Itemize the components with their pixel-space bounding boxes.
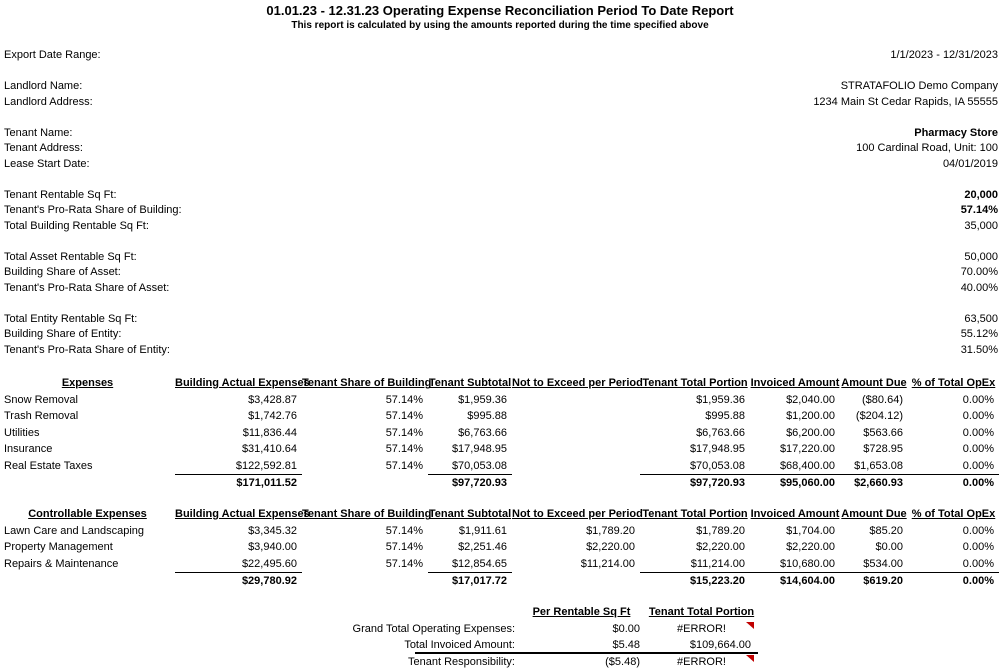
summary-header-row <box>0 604 757 621</box>
info-group <box>4 48 998 64</box>
value-cell: $70,053.08 <box>689 459 745 472</box>
info-value: 70.00% <box>960 266 998 278</box>
table-row <box>0 441 999 458</box>
value-cell: $563.66 <box>863 426 903 439</box>
total-cell: $97,720.93 <box>640 475 750 492</box>
info-label: Total Entity Rentable Sq Ft: <box>4 312 138 325</box>
col-header-invoiced-amount: Invoiced Amount <box>750 508 840 520</box>
table-row <box>0 556 999 573</box>
value-cell: 57.14% <box>385 410 423 422</box>
value-cell: $1,911.61 <box>458 524 507 537</box>
total-cell: $97,720.93 <box>428 475 512 492</box>
value-cell: $6,763.66 <box>458 426 507 439</box>
value-cell: 57.14% <box>385 541 423 553</box>
header-row <box>0 506 999 523</box>
value-cell: 57.14% <box>385 443 423 455</box>
value-cell: $17,220.00 <box>779 443 835 455</box>
total-cell <box>0 573 175 590</box>
info-value: 04/01/2019 <box>942 157 998 170</box>
value-cell: 0.00% <box>962 443 994 455</box>
value-cell: $2,220.00 <box>696 541 745 553</box>
row-label-cell: Trash Removal <box>4 410 79 422</box>
value-cell: 0.00% <box>962 524 994 537</box>
info-row <box>4 157 998 173</box>
info-row <box>4 126 998 142</box>
total-cell: $29,780.92 <box>175 573 302 590</box>
info-label: Export Date Range: <box>4 49 101 61</box>
value-cell: $6,763.66 <box>696 426 745 439</box>
value-cell: $70,053.08 <box>451 459 507 472</box>
summary-label-cell: Tenant Responsibility: <box>407 655 515 668</box>
col-header-amount-due: Amount Due <box>841 377 907 389</box>
info-row <box>4 265 998 281</box>
value-cell: $2,220.00 <box>586 541 635 553</box>
value-cell: 0.00% <box>962 541 994 553</box>
header-row <box>0 375 999 392</box>
info-group <box>4 250 998 297</box>
info-label: Tenant Name: <box>4 126 73 139</box>
value-cell: 57.14% <box>385 459 423 472</box>
table-row <box>0 458 999 475</box>
info-row <box>4 343 998 359</box>
value-cell <box>512 425 640 442</box>
value-cell: $85.20 <box>869 524 903 537</box>
total-cell: $14,604.00 <box>750 573 840 590</box>
col-header-building-actual-expenses: Building Actual Expenses <box>175 377 310 389</box>
info-row <box>4 79 998 95</box>
total-cell: $171,011.52 <box>175 475 302 492</box>
value-cell <box>512 458 640 475</box>
tenant-total-portion-cell: #ERROR! <box>646 654 757 671</box>
value-cell: $1,959.36 <box>458 393 507 406</box>
table-row <box>0 539 999 556</box>
value-cell: $11,214.00 <box>580 557 635 570</box>
col-header-tenant-total-portion: Tenant Total Portion <box>648 606 755 618</box>
info-group <box>4 312 998 359</box>
info-row <box>4 203 998 219</box>
tenant-total-portion-cell: $109,664.00 <box>689 639 751 651</box>
value-cell: 57.14% <box>385 557 423 570</box>
value-cell: 0.00% <box>962 410 994 422</box>
total-cell: $95,060.00 <box>750 475 840 492</box>
info-row <box>4 141 998 157</box>
col-header-tenant-subtotal: Tenant Subtotal <box>428 377 512 389</box>
per-rentable-sqft-cell: ($5.48) <box>605 655 640 668</box>
value-cell: $534.00 <box>863 557 903 570</box>
info-value: 50,000 <box>964 250 998 263</box>
info-label: Total Building Rentable Sq Ft: <box>4 219 149 232</box>
value-cell <box>512 408 640 425</box>
row-label-cell: Lawn Care and Landscaping <box>4 524 145 537</box>
value-cell: $3,428.87 <box>248 393 297 406</box>
value-cell: ($204.12) <box>855 410 903 422</box>
col-header-invoiced-amount: Invoiced Amount <box>750 377 840 389</box>
value-cell: $2,220.00 <box>786 541 835 553</box>
value-cell: $31,410.64 <box>241 443 297 455</box>
value-cell: $11,214.00 <box>690 557 745 570</box>
report-subtitle: This report is calculated by using the amounts reported during the time specified above <box>291 20 709 31</box>
total-row <box>0 475 999 492</box>
total-cell <box>512 573 640 590</box>
info-value: Pharmacy Store <box>914 126 998 139</box>
col-header-not-to-exceed-per-period: Not to Exceed per Period <box>512 508 643 520</box>
col-header-tenant-share-of-building: Tenant Share of Building <box>302 508 432 520</box>
row-label-cell: Repairs & Maintenance <box>4 557 119 570</box>
value-cell: $10,680.00 <box>779 557 835 570</box>
row-label-cell: Property Management <box>4 541 113 553</box>
info-label: Tenant's Pro-Rata Share of Asset: <box>4 281 170 294</box>
total-cell: $15,223.20 <box>640 573 750 590</box>
info-value: 31.50% <box>960 343 998 356</box>
info-label: Building Share of Asset: <box>4 266 121 278</box>
value-cell: $2,040.00 <box>786 393 835 406</box>
value-cell: $3,345.32 <box>248 524 297 537</box>
value-cell: $995.88 <box>467 410 507 422</box>
total-cell: $17,017.72 <box>428 573 512 590</box>
info-value: 55.12% <box>960 328 998 340</box>
info-label: Tenant's Pro-Rata Share of Building: <box>4 204 182 216</box>
row-label-cell: Real Estate Taxes <box>4 459 93 472</box>
value-cell: 0.00% <box>962 459 994 472</box>
info-value: 100 Cardinal Road, Unit: 100 <box>856 142 998 154</box>
total-cell <box>0 475 175 492</box>
per-rentable-sqft-cell: $5.48 <box>612 639 640 651</box>
total-cell <box>302 475 428 492</box>
table-row <box>0 392 999 409</box>
col-header-tenant-subtotal: Tenant Subtotal <box>428 508 512 520</box>
summary-row <box>0 654 757 671</box>
info-value: 1/1/2023 - 12/31/2023 <box>890 49 998 61</box>
info-group <box>4 79 998 110</box>
summary-label-cell: Total Invoiced Amount: <box>404 639 515 651</box>
tenant-total-portion-cell: #ERROR! <box>646 621 757 638</box>
value-cell: $17,948.95 <box>451 443 507 455</box>
per-rentable-sqft-cell: $0.00 <box>612 622 640 635</box>
summary-label-cell: Grand Total Operating Expenses: <box>352 622 515 635</box>
value-cell: 57.14% <box>385 393 423 406</box>
col-header-tenant-total-portion: Tenant Total Portion <box>642 377 748 389</box>
info-row <box>4 219 998 235</box>
value-cell: $728.95 <box>863 443 903 455</box>
col-header-controllable-expenses: Controllable Expenses <box>28 508 147 520</box>
col-header-expenses: Expenses <box>61 377 114 389</box>
info-value: 40.00% <box>960 281 998 294</box>
info-label: Tenant Rentable Sq Ft: <box>4 188 117 201</box>
row-label-cell: Utilities <box>4 426 40 439</box>
value-cell <box>512 441 640 458</box>
info-label: Building Share of Entity: <box>4 328 122 340</box>
col-header-of-total-opex: % of Total OpEx <box>911 377 996 389</box>
col-header-amount-due: Amount Due <box>841 508 907 520</box>
summary-divider-line <box>415 652 758 654</box>
total-cell: $2,660.93 <box>840 475 908 492</box>
value-cell: ($80.64) <box>862 393 903 406</box>
info-label: Tenant Address: <box>4 142 83 154</box>
value-cell: 0.00% <box>962 557 994 570</box>
summary-table <box>0 604 757 670</box>
info-row <box>4 95 998 111</box>
info-label: Lease Start Date: <box>4 157 90 170</box>
total-cell: 0.00% <box>908 573 999 590</box>
value-cell: $3,940.00 <box>248 541 297 553</box>
value-cell: $1,959.36 <box>696 393 745 406</box>
total-row <box>0 573 999 590</box>
info-value: 1234 Main St Cedar Rapids, IA 55555 <box>813 95 998 108</box>
value-cell: $6,200.00 <box>786 426 835 439</box>
report-title: 01.01.23 - 12.31.23 Operating Expense Reconciliation Period To Date Report <box>266 3 734 18</box>
value-cell: $12,854.65 <box>451 557 507 570</box>
info-value: 20,000 <box>964 188 998 201</box>
total-cell <box>302 573 428 590</box>
summary-header-spacer <box>0 604 517 621</box>
row-label-cell: Snow Removal <box>4 393 78 406</box>
info-value: 35,000 <box>964 219 998 232</box>
value-cell: 57.14% <box>385 426 423 439</box>
info-label: Landlord Name: <box>4 80 83 92</box>
expenses-table <box>0 375 999 492</box>
table-row <box>0 523 999 540</box>
value-cell: $1,789.20 <box>696 524 745 537</box>
value-cell: $68,400.00 <box>779 459 835 472</box>
row-label-cell: Insurance <box>4 443 53 455</box>
total-cell: 0.00% <box>908 475 999 492</box>
info-row <box>4 312 998 328</box>
col-header-tenant-total-portion: Tenant Total Portion <box>642 508 748 520</box>
col-header-of-total-opex: % of Total OpEx <box>911 508 996 520</box>
table-row <box>0 425 999 442</box>
info-group <box>4 188 998 235</box>
info-label: Total Asset Rentable Sq Ft: <box>4 250 137 263</box>
info-row <box>4 327 998 343</box>
value-cell: $11,836.44 <box>242 426 297 439</box>
col-header-tenant-share-of-building: Tenant Share of Building <box>302 377 432 389</box>
info-row <box>4 281 998 297</box>
value-cell: $995.88 <box>705 410 745 422</box>
value-cell: 0.00% <box>962 426 994 439</box>
info-group <box>4 126 998 173</box>
value-cell: $1,653.08 <box>854 459 903 472</box>
total-cell <box>512 475 640 492</box>
info-label: Tenant's Pro-Rata Share of Entity: <box>4 343 170 356</box>
value-cell: $1,789.20 <box>586 524 635 537</box>
info-value: 63,500 <box>964 312 998 325</box>
total-cell: $619.20 <box>840 573 908 590</box>
value-cell: 0.00% <box>962 393 994 406</box>
info-row <box>4 48 998 64</box>
value-cell: $22,495.60 <box>241 557 297 570</box>
comment-flag-icon[interactable] <box>746 622 754 629</box>
col-header-building-actual-expenses: Building Actual Expenses <box>175 508 310 520</box>
info-row <box>4 250 998 266</box>
controllable-expenses-table <box>0 506 999 590</box>
value-cell: $1,704.00 <box>786 524 835 537</box>
col-header-per-rentable-sq-ft: Per Rentable Sq Ft <box>532 606 631 618</box>
value-cell: $122,592.81 <box>235 459 297 472</box>
info-value: 57.14% <box>960 204 998 216</box>
info-section <box>4 48 998 374</box>
summary-row <box>0 621 757 638</box>
comment-flag-icon[interactable] <box>746 655 754 662</box>
value-cell: $0.00 <box>875 541 903 553</box>
info-value: STRATAFOLIO Demo Company <box>840 80 998 92</box>
col-header-not-to-exceed-per-period: Not to Exceed per Period <box>512 377 643 389</box>
value-cell: $1,200.00 <box>786 410 835 422</box>
value-cell: $17,948.95 <box>689 443 745 455</box>
value-cell: $2,251.46 <box>458 541 507 553</box>
value-cell: 57.14% <box>385 524 423 537</box>
info-row <box>4 188 998 204</box>
info-label: Landlord Address: <box>4 95 93 108</box>
table-row <box>0 408 999 425</box>
value-cell <box>512 392 640 409</box>
value-cell: $1,742.76 <box>248 410 297 422</box>
